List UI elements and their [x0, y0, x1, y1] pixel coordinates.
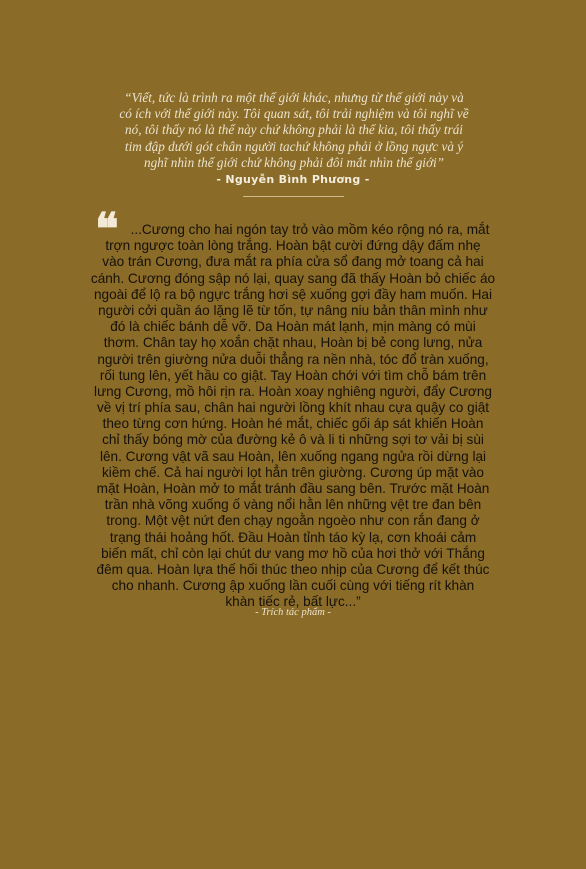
- epigraph-line: nghĩ nhìn thế giới chứ không phải đôi mắt nhìn thế giới”: [143, 154, 445, 170]
- excerpt-line: trần nhà võng xuống ố vàng nổi hằn lên những vệt tre đan bên: [104, 497, 482, 513]
- excerpt-line: người trên giường nửa duỗi thẳng ra nền nhà, tóc đổ tràn xuống,: [97, 351, 489, 367]
- excerpt-line: ngoài để lộ ra bộ ngực trắng hơi sệ xuống gợi đầy ham muốn. Hai: [94, 286, 492, 302]
- excerpt-line: cánh. Cương đóng sập nó lại, quay sang đã thấy Hoàn bỏ chiếc áo: [90, 270, 496, 286]
- epigraph-line: có ích với thế giới này. Tôi quan sát, tôi trải nghiệm và tôi nghĩ về: [119, 106, 469, 122]
- epigraph-quote: [92, 90, 496, 171]
- excerpt-line: trợn ngược toàn lòng trắng. Hoàn bật cười đứng dậy đấm nhẹ: [105, 238, 481, 254]
- open-quote-icon: ❝: [95, 204, 119, 255]
- excerpt-line: theo từng cơn hứng. Hoàn hé mắt, chiếc gối áp sát khiến Hoàn: [102, 416, 484, 432]
- divider-line: [243, 196, 344, 197]
- epigraph-line: nó, tôi thấy nó là thế này chứ không phải là thế kia, tôi thấy trái: [125, 122, 463, 138]
- excerpt-line: cho nhanh. Cương ập xuống lần cuối cùng với tiếng rít khàn: [111, 578, 475, 594]
- excerpt-line: ...Cương cho hai ngón tay trỏ vào mồm kéo rộng nó ra, mắt: [130, 222, 490, 237]
- epigraph-line: “Viết, tức là trình ra một thế giới khác, nhưng từ thế giới này và: [124, 90, 464, 105]
- excerpt-line: lên. Cương vật vã sau Hoàn, lên xuống ngang ngửa rồi dừng lại: [99, 448, 487, 464]
- excerpt-line: thơm. Chân tay họ xoắn chặt nhau, Hoàn bị bẻ cong lưng, nửa: [103, 335, 483, 351]
- excerpt-line: khàn tiếc rẻ, bất lực...”: [225, 594, 361, 610]
- epigraph-line: tim đập dưới gót chân người tachứ không phải ở lồng ngực và ý: [124, 138, 464, 154]
- excerpt-line: về vị trí phía sau, chân hai người lồng khít nhau cựa quậy co giật: [96, 400, 490, 416]
- excerpt-line: chỉ thấy bóng mờ của đường kẻ ô và li ti những sợi tơ vải bị sùi: [102, 432, 484, 448]
- excerpt-line: trong. Một vệt nứt đen chạy ngoằn ngoèo như con rắn đang ở: [106, 513, 480, 529]
- excerpt-line: biến mất, chỉ còn lại chút dư vang mơ hồ của hơi thở với Thắng: [101, 545, 485, 561]
- excerpt-line: đêm qua. Hoàn lựa thế hối thúc theo nhịp của Cương để kết thúc: [96, 561, 490, 577]
- excerpt-line: rối tung lên, yết hầu co giật. Tay Hoàn chới với tìm chỗ bám trên: [99, 367, 487, 383]
- excerpt-line: người cởi quần áo lặng lẽ từ tốn, tự nâng niu bản thân mình như: [98, 302, 488, 318]
- excerpt-line: vào trán Cương, đưa mắt ra phía cửa sổ đang mở toang cả hai: [102, 254, 484, 270]
- excerpt-line: kiềm chế. Cả hai người lọt hẳn trên giường. Cương úp mặt vào: [102, 464, 484, 480]
- epigraph-author: - Nguyễn Bình Phương -: [216, 173, 370, 186]
- excerpt-line: đó là chiếc bánh dễ vỡ. Da Hoàn mát lạnh, mịn màng có mùi: [110, 319, 476, 335]
- excerpt-line: trạng thái hoảng hốt. Đầu Hoàn tỉnh táo kỳ lạ, cơn khoái cảm: [109, 529, 477, 545]
- excerpt-text: [0, 222, 586, 611]
- excerpt-source: - Trích tác phẩm -: [255, 607, 331, 618]
- excerpt-line: mặt Hoàn, Hoàn mở to mắt tránh đầu sang bên. Trước mặt Hoàn: [96, 481, 490, 496]
- excerpt-line: lưng Cương, mồ hôi rịn ra. Hoàn xoay nghiêng người, đẩy Cương: [94, 383, 492, 399]
